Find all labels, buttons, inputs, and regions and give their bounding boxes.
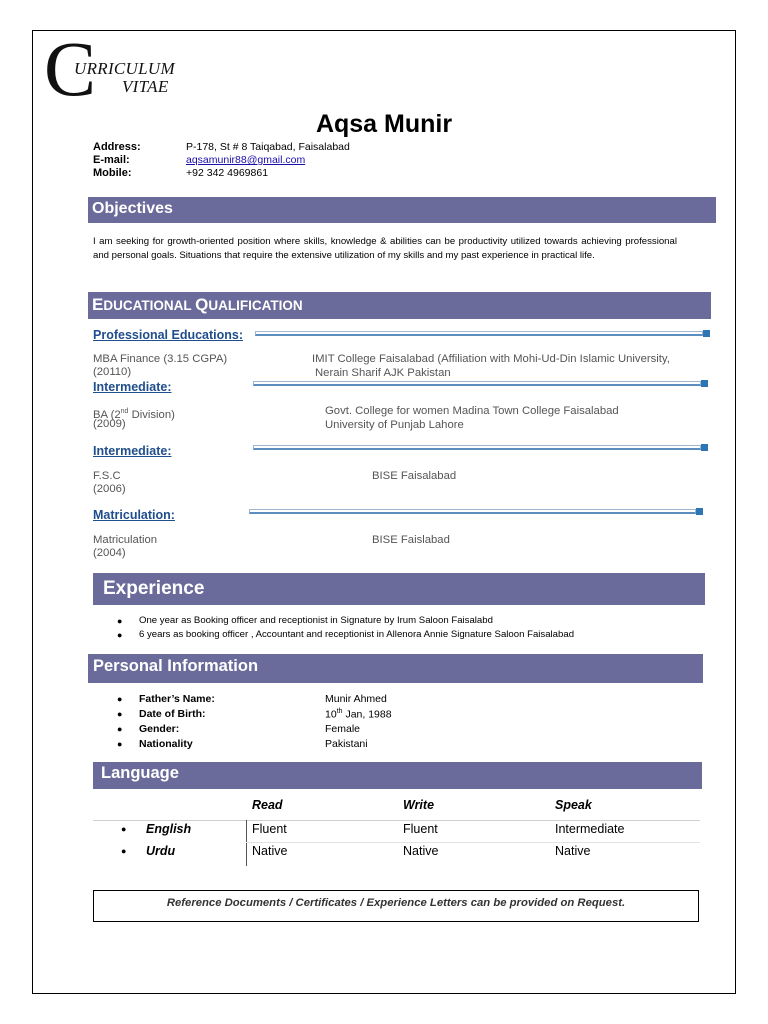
edu-degree-ba: BA (2nd Division) xyxy=(93,408,175,421)
lang-read-urdu: Native xyxy=(252,844,288,858)
bullet-icon: ● xyxy=(121,846,127,856)
lang-table-divider xyxy=(246,820,247,866)
edu-year-fsc: (2006) xyxy=(93,483,126,495)
edu-institute-matric: BISE Faislabad xyxy=(372,534,450,546)
edu-degree-matric: Matriculation xyxy=(93,534,158,546)
experience-item: One year as Booking officer and receptionist in Signature by Irum Saloon Faisalabd xyxy=(139,615,493,626)
personal-info-header xyxy=(88,654,703,683)
address-label: Address: xyxy=(93,141,141,153)
lang-col-speak: Speak xyxy=(555,798,592,812)
rule-end-marker xyxy=(701,380,708,387)
bullet-icon: ● xyxy=(117,694,123,704)
reference-box xyxy=(93,890,699,922)
education-header xyxy=(88,292,711,319)
edu-year-ba: (2009) xyxy=(93,418,126,430)
lang-read-english: Fluent xyxy=(252,822,287,836)
lang-row-separator xyxy=(246,842,700,843)
bullet-icon: ● xyxy=(117,709,123,719)
candidate-name: Aqsa Munir xyxy=(315,110,453,138)
section-rule xyxy=(253,445,701,450)
lang-name-urdu: Urdu xyxy=(146,844,176,858)
mobile-value: +92 342 4969861 xyxy=(186,167,269,179)
bullet-icon: ● xyxy=(117,724,123,734)
gender-value: Female xyxy=(325,723,361,735)
experience-title: Experience xyxy=(103,578,205,599)
bullet-icon: ● xyxy=(121,824,127,834)
father-name-value: Munir Ahmed xyxy=(325,693,387,705)
cv-logo-letter: C xyxy=(44,25,97,112)
mobile-label: Mobile: xyxy=(93,167,132,179)
cv-logo-line1: URRICULUM xyxy=(74,59,175,78)
edu-institute-mba-1: IMIT College Faisalabad (Affiliation with Mohi-Ud-Din Islamic University, xyxy=(312,353,670,365)
bullet-icon: ● xyxy=(117,630,123,640)
father-name-label: Father’s Name: xyxy=(139,693,215,705)
dob-label: Date of Birth: xyxy=(139,708,206,720)
edu-institute-ba-2: University of Punjab Lahore xyxy=(325,419,464,431)
edu-degree-mba: MBA Finance (3.15 CGPA) xyxy=(93,353,228,365)
language-header xyxy=(93,762,702,789)
section-rule xyxy=(255,331,703,336)
email-label: E-mail: xyxy=(93,154,130,166)
email-link[interactable]: aqsamunir88@gmail.com xyxy=(186,154,306,166)
lang-table-rule xyxy=(93,820,700,821)
dob-value: 10th Jan, 1988 xyxy=(325,708,392,721)
education-title: EDUCATIONAL QUALIFICATION xyxy=(92,295,303,314)
lang-col-write: Write xyxy=(403,798,435,812)
objectives-header xyxy=(88,197,716,223)
edu-heading-matriculation: Matriculation: xyxy=(93,508,175,522)
lang-name-english: English xyxy=(146,822,192,836)
lang-speak-english: Intermediate xyxy=(555,822,625,836)
bullet-icon: ● xyxy=(117,739,123,749)
experience-header xyxy=(93,573,705,605)
edu-heading-intermediate-1: Intermediate: xyxy=(93,380,172,394)
lang-speak-urdu: Native xyxy=(555,844,591,858)
section-rule xyxy=(253,381,701,386)
lang-write-english: Fluent xyxy=(403,822,438,836)
edu-year-mba: (20110) xyxy=(93,366,132,378)
edu-institute-mba-2: Nerain Sharif AJK Pakistan xyxy=(315,367,451,379)
objectives-text: I am seeking for growth-oriented position where skills, knowledge & abilities can be productivity utilized towards achieving professional and personal goals. Situations that require the extensive utilization of my skills and my past experience in practical life. xyxy=(93,236,677,261)
nationality-label: Nationality xyxy=(139,738,193,750)
edu-institute-ba-1: Govt. College for women Madina Town College Faisalabad xyxy=(325,405,619,417)
edu-heading-professional: Professional Educations: xyxy=(93,328,244,342)
rule-end-marker xyxy=(701,444,708,451)
edu-year-matric: (2004) xyxy=(93,547,126,559)
gender-label: Gender: xyxy=(139,723,180,735)
section-rule xyxy=(249,509,696,514)
lang-col-read: Read xyxy=(252,798,283,812)
language-title: Language xyxy=(101,764,179,782)
objectives-title: Objectives xyxy=(92,200,173,217)
edu-heading-intermediate-2: Intermediate: xyxy=(93,444,172,458)
lang-write-urdu: Native xyxy=(403,844,439,858)
address-value: P-178, St # 8 Taiqabad, Faisalabad xyxy=(186,141,350,153)
bullet-icon: ● xyxy=(117,616,123,626)
rule-end-marker xyxy=(696,508,703,515)
rule-end-marker xyxy=(703,330,710,337)
edu-degree-fsc: F.S.C xyxy=(93,470,121,482)
cv-logo-line2: VITAE xyxy=(122,77,169,96)
edu-institute-fsc: BISE Faisalabad xyxy=(372,470,457,482)
experience-item: 6 years as booking officer , Accountant and receptionist in Allenora Annie Signature Saloon Faisalabad xyxy=(139,629,575,640)
nationality-value: Pakistani xyxy=(325,738,368,750)
personal-info-title: Personal Information xyxy=(93,657,259,675)
reference-text: Reference Documents / Certificates / Experience Letters can be provided on Request. xyxy=(166,897,626,909)
